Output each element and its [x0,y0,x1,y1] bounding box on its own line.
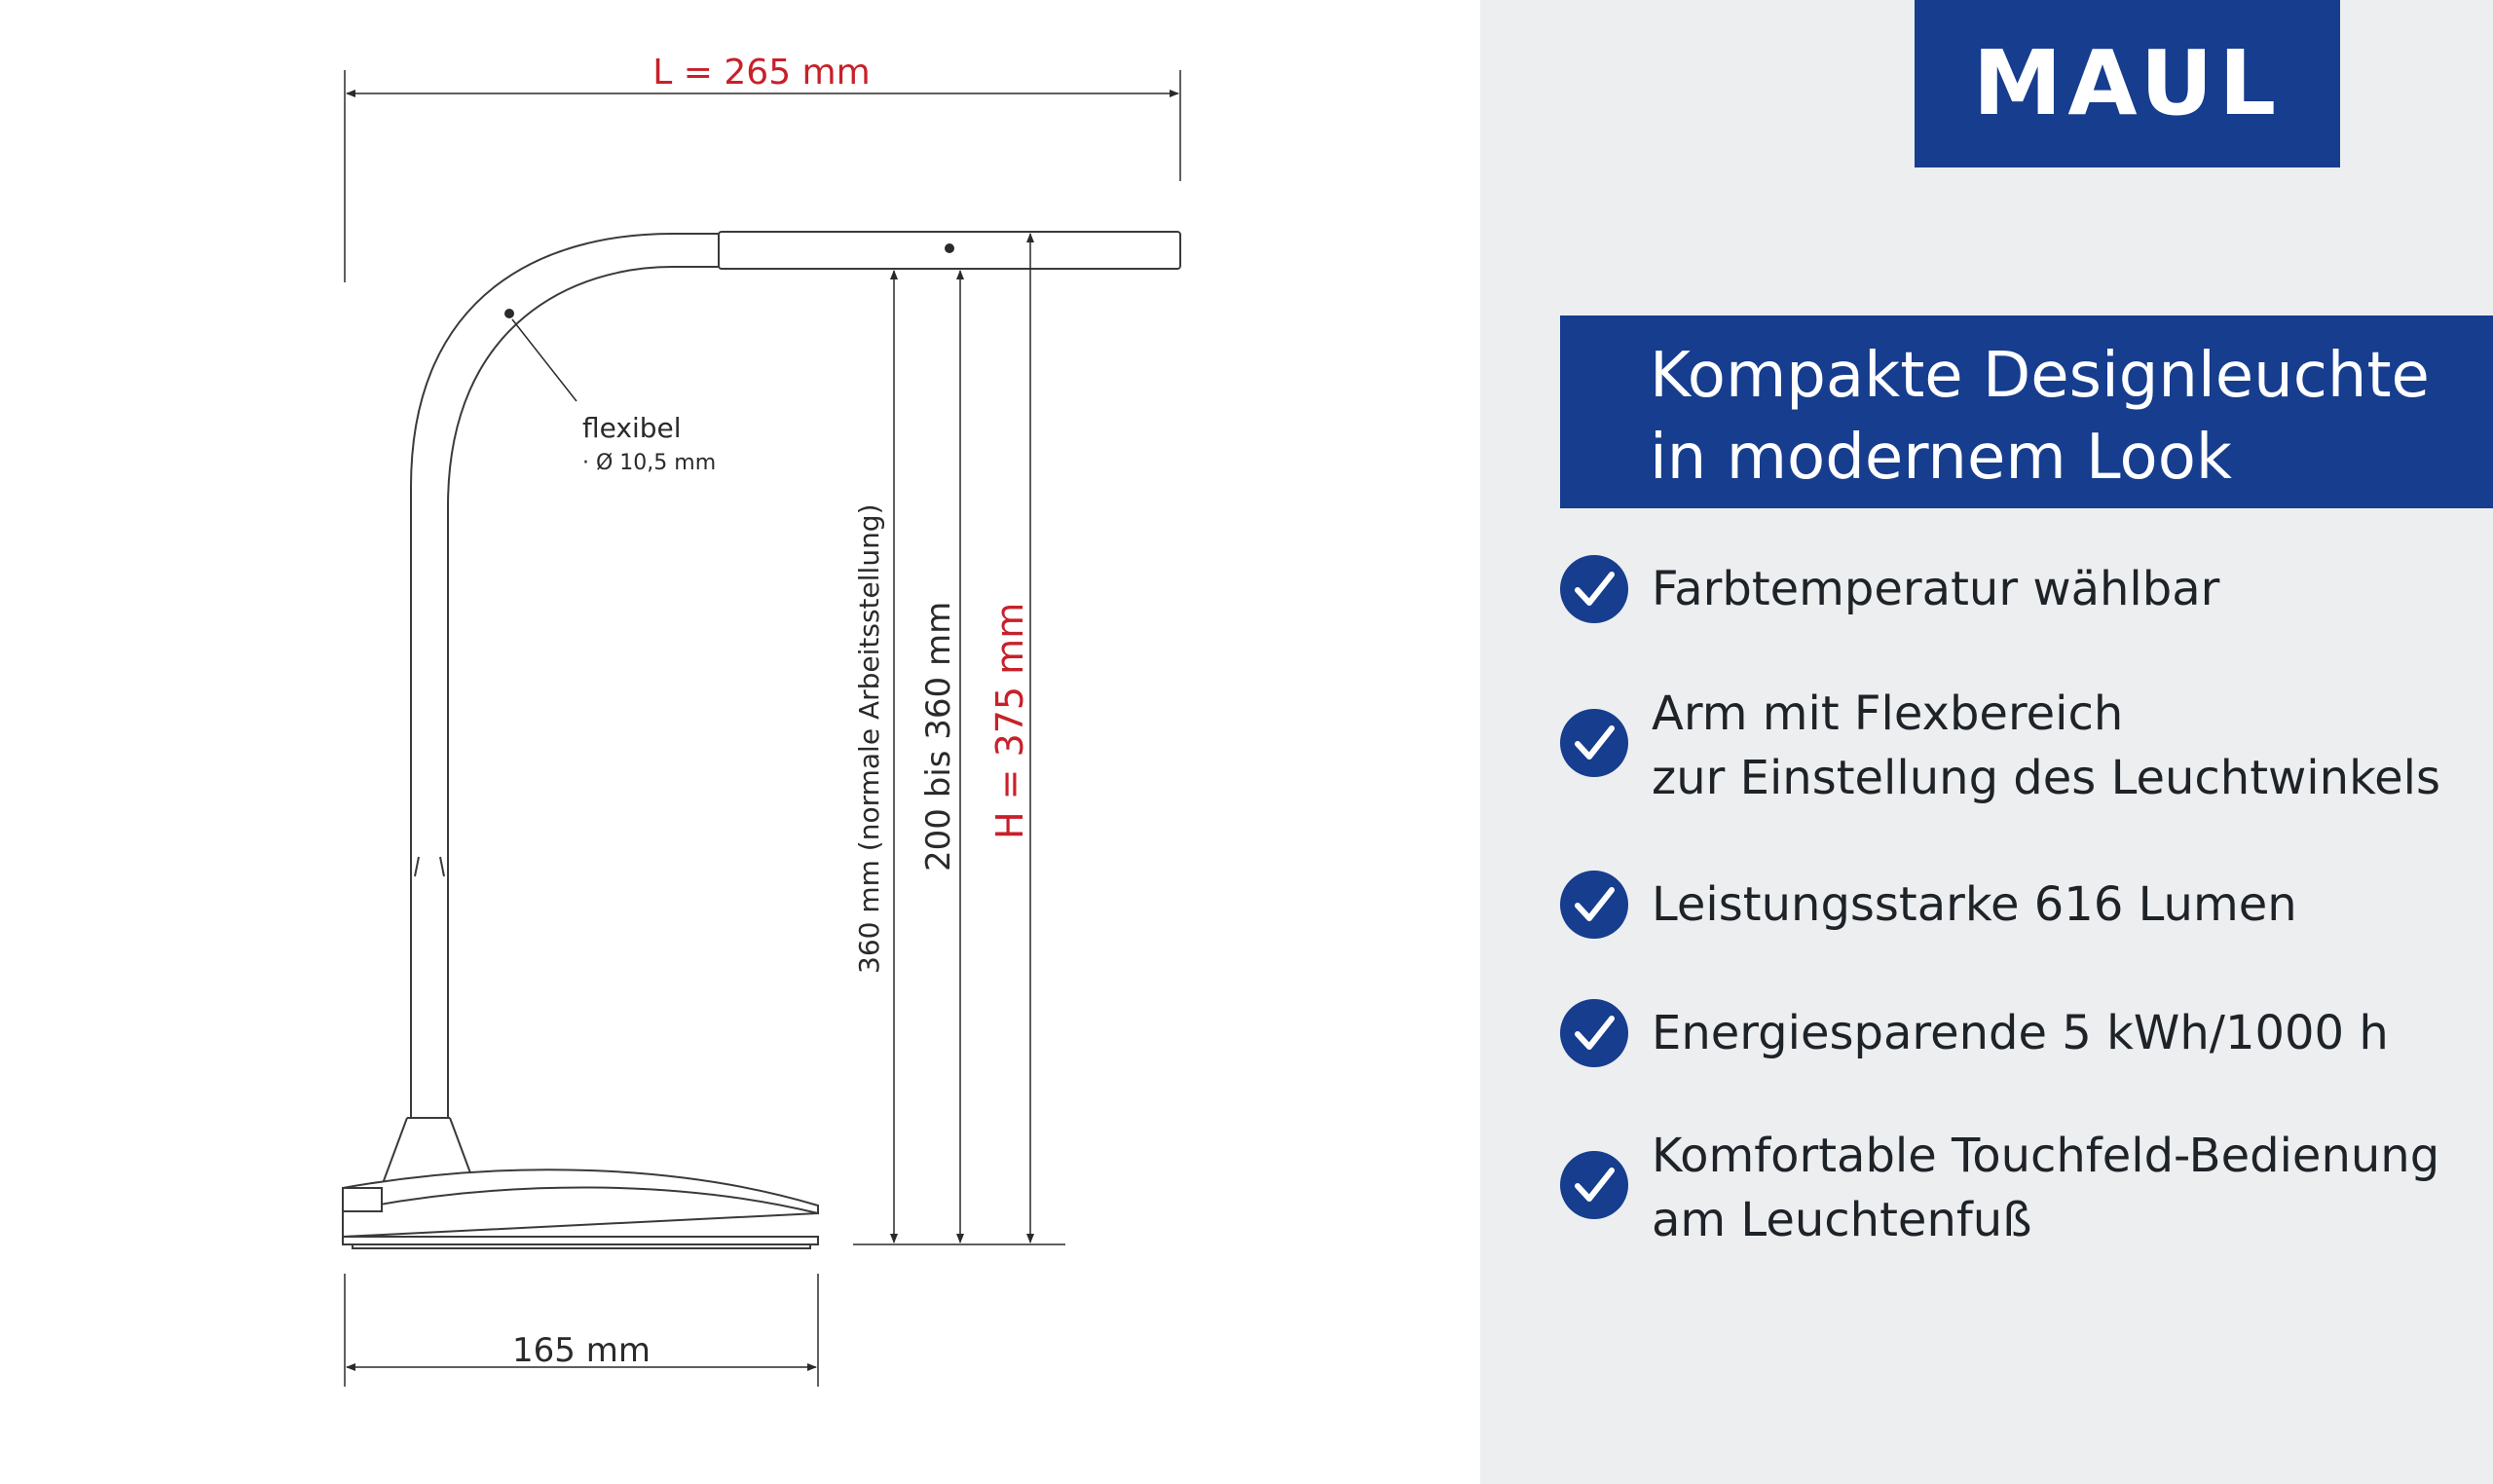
checkmark-circle-icon [1560,999,1628,1067]
base-width-label: 165 mm [512,1331,651,1370]
feature-text: Komfortable Touchfeld-Bedienung am Leuchtenfuß [1652,1129,2440,1247]
lamp-outline [343,232,1180,1248]
feature-text: Farbtemperatur wählbar [1652,562,2220,616]
length-label: L = 265 mm [652,53,871,93]
feature-text: Energiesparende 5 kWh/1000 h [1652,1006,2389,1060]
headline-banner [1560,315,2493,508]
brand-logo [1915,0,2340,167]
headline-line-2: in modernem Look [1650,422,2232,494]
checkmark-circle-icon [1560,555,1628,623]
checkmark-circle-icon [1560,709,1628,777]
diameter-label: · Ø 10,5 mm [582,451,717,475]
feature-text: Arm mit Flexbereich zur Einstellung des Leuchtwinkels [1652,686,2441,805]
flex-label: flexibel [582,412,682,444]
joint-dot [504,309,514,318]
head-dot [945,243,954,253]
range-label: 200 bis 360 mm [919,601,958,872]
checkmark-circle-icon [1560,1151,1628,1219]
work-height-label: 360 mm (normale Arbeitsstellung) [853,503,885,974]
brand-logo-text: MAUL [1972,31,2283,135]
flex-leader-line [512,319,577,401]
feature-text: Leistungsstarke 616 Lumen [1652,877,2297,932]
checkmark-circle-icon [1560,871,1628,939]
headline-line-1: Kompakte Designleuchte [1650,340,2430,412]
height-label: H = 375 mm [988,602,1031,839]
